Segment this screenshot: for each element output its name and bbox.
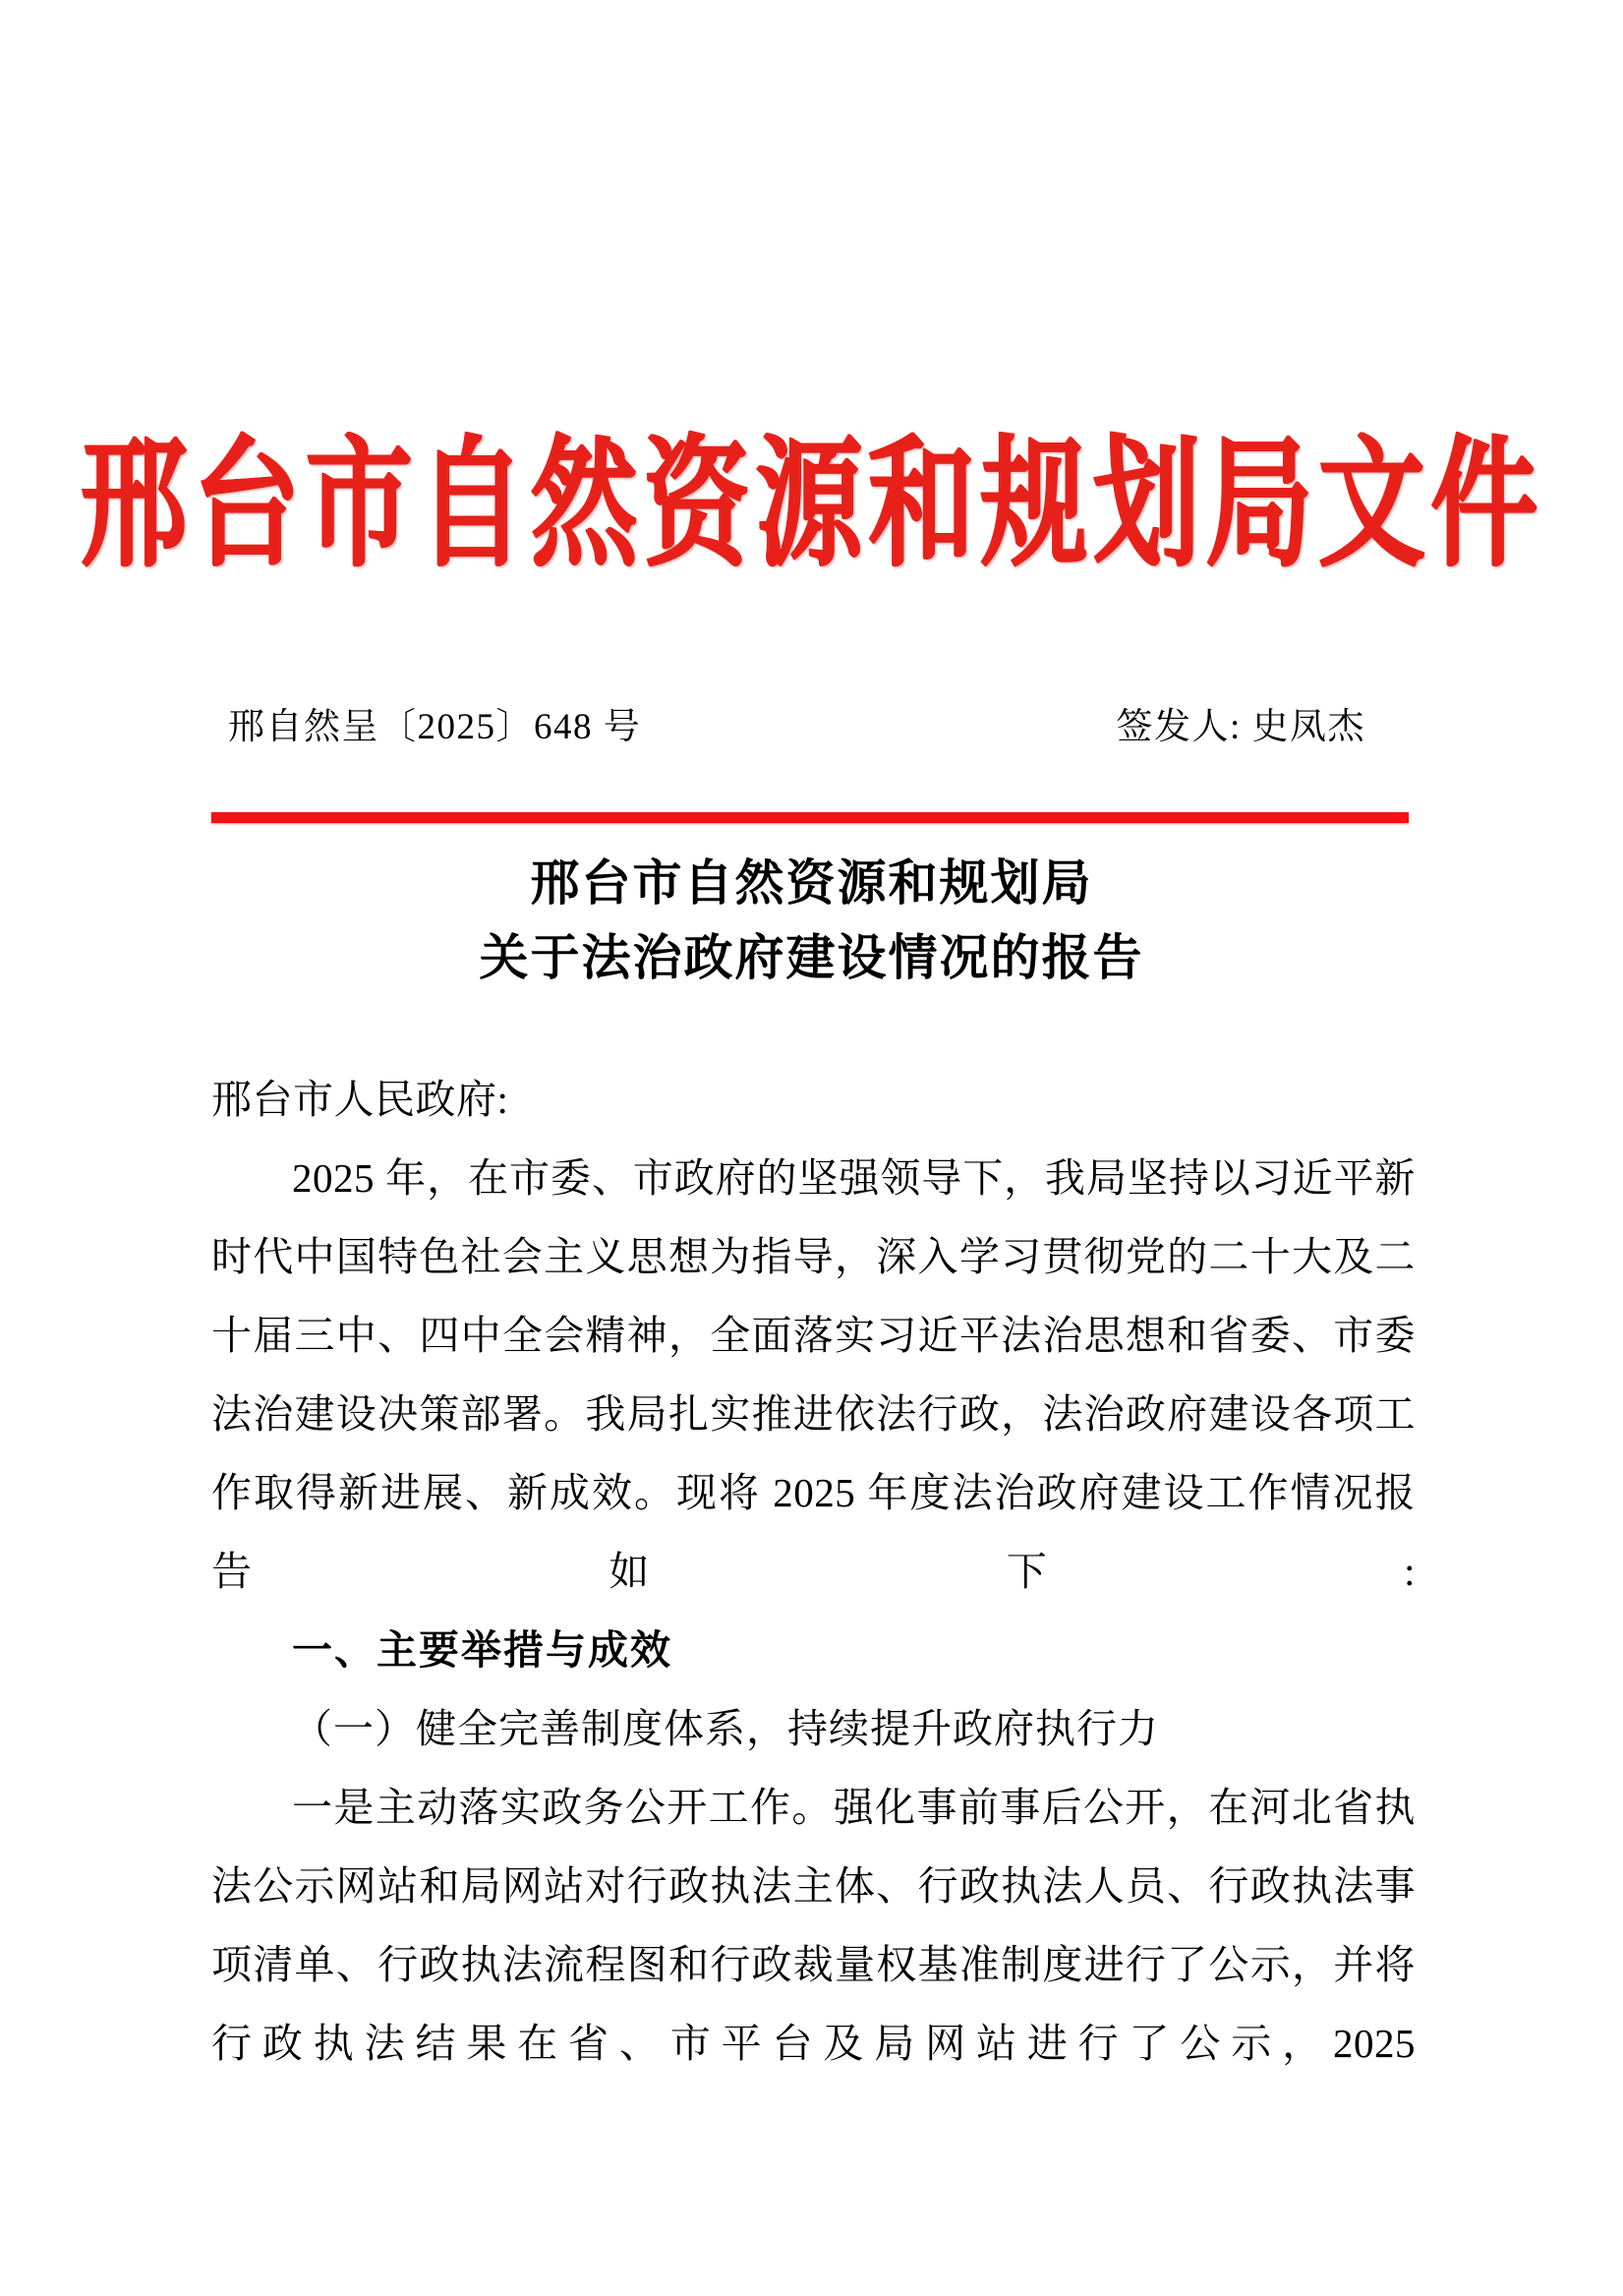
masthead-organization-title: 邢台市自然资源和规划局文件 — [80, 427, 1543, 584]
document-meta-row — [211, 696, 1409, 749]
body-paragraph-1: 2025 年，在市委、市政府的坚强领导下，我局坚持以习近平新时代中国特色社会主义思想为指导，深入学习贯彻党的二十大及二十届三中、四中全会精神，全面落实习近平法治思想和省委、市委法治建设决策部署。我局扎实推进依法行政，法治政府建设各项工作取得新进展、新成效。现将 2025 年度法治政府建设工作情况报告如下: — [211, 1155, 1416, 1594]
red-separator-rule — [211, 812, 1409, 823]
document-title-line-1: 邢台市自然资源和规划局 — [530, 855, 1093, 911]
addressee-line: 邢台市人民政府: — [211, 1077, 509, 1122]
document-title-line-2: 关于法治政府建设情况的报告 — [479, 930, 1144, 985]
masthead-banner — [0, 427, 1623, 584]
document-signer: 签发人: 史凤杰 — [1116, 707, 1365, 747]
document-title — [0, 846, 1623, 995]
document-body — [211, 1060, 1416, 2083]
body-paragraph-2: 一是主动落实政务公开工作。强化事前事后公开，在河北省执法公示网站和局网站对行政执法主体、行政执法人员、行政执法事项清单、行政执法流程图和行政裁量权基准制度进行了公示，并将行政执法结果在省、市平台及局网站进行了公示，2025 — [211, 1785, 1416, 2066]
heading-level-2: （一）健全完善制度体系，持续提升政府执行力 — [292, 1706, 1159, 1751]
document-number: 邢自然呈〔2025〕648 号 — [228, 707, 642, 747]
heading-level-1: 一、主要举措与成效 — [292, 1627, 672, 1673]
